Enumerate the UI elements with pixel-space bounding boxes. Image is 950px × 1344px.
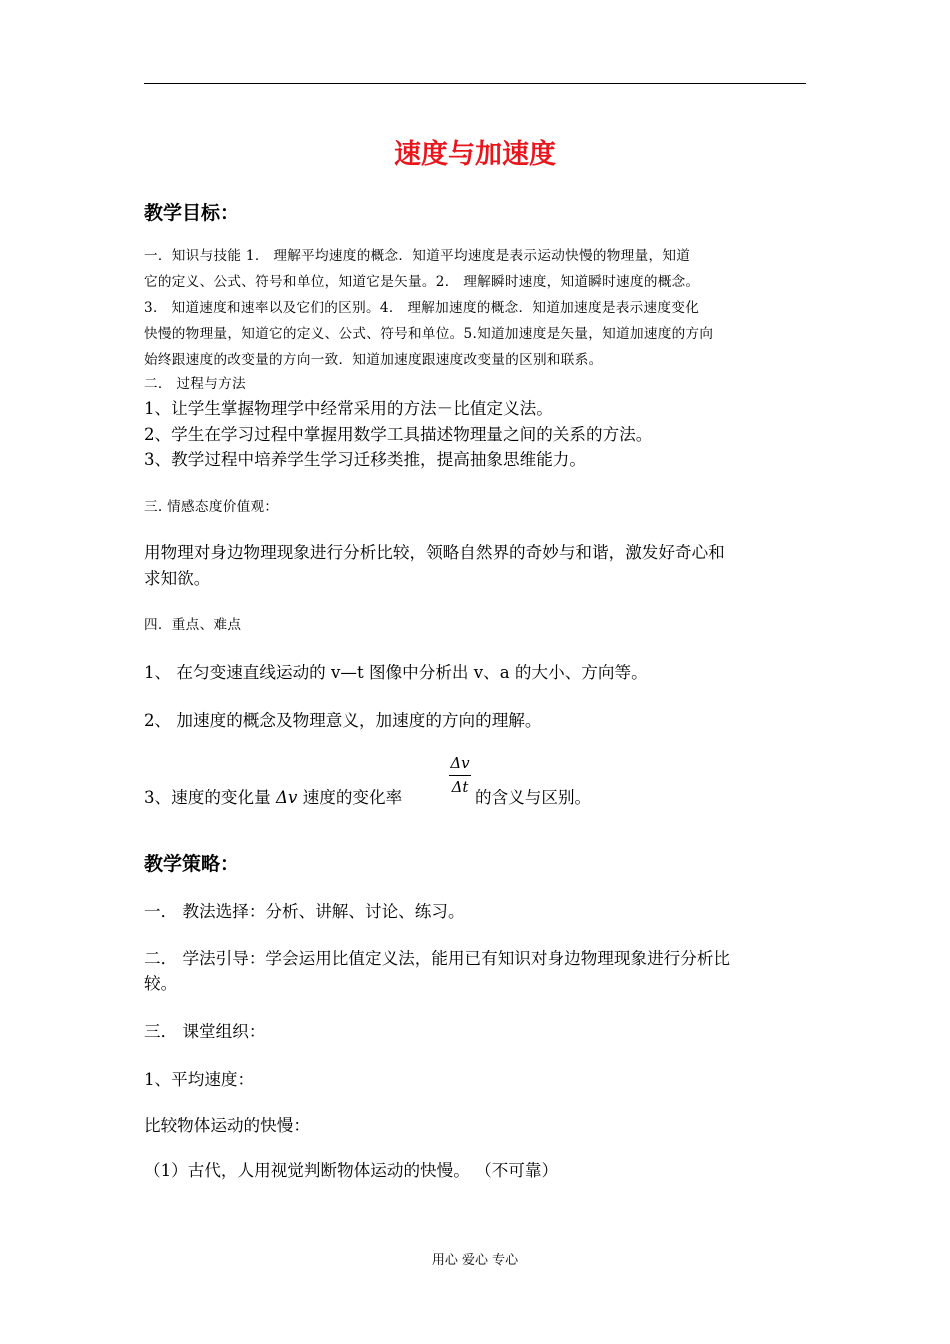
key-point-3-text-a: 3、速度的变化量 [144,788,271,807]
objective-line: 二． 过程与方法 [144,376,246,392]
emotion-heading: 三. 情感态度价值观： [144,499,279,515]
fraction-numerator: Δv [450,754,470,772]
key-point-3-text-b: 速度的变化率 [302,788,403,807]
ancient-method-text: （1）古代，人用视觉判断物体运动的快慢。 （不可靠） [144,1161,559,1180]
section-heading-strategy: 教学策略： [144,853,240,875]
strategy-1: 一． 教法选择：分析、讲解、讨论、练习。 [144,902,465,921]
average-speed-heading: 1、平均速度： [144,1070,255,1089]
header-rule [144,83,806,84]
key-point-3-text-c: 的含义与区别。 [475,788,592,807]
fraction-denominator: Δt [451,778,469,796]
delta-v-symbol: Δv [276,788,298,807]
strategy-3: 三． 课堂组织： [144,1022,266,1041]
objective-line: 快慢的物理量，知道它的定义、公式、符号和单位。5.知道加速度是矢量，知道加速度的方向 [144,326,714,342]
rate-fraction [449,754,471,796]
objective-line: 始终跟速度的改变量的方向一致．知道加速度跟速度改变量的区别和联系。 [144,352,603,368]
key-points-heading: 四．重点、难点 [144,617,242,633]
page-footer: 用心 爱心 专心 [431,1253,519,1268]
objective-line: 它的定义、公式、符号和单位，知道它是矢量。2． 理解瞬时速度，知道瞬时速度的概念。 [144,274,700,290]
page-title: 速度与加速度 [394,139,556,170]
fraction-bar [449,775,471,776]
strategy-2-line: 较。 [144,974,178,993]
emotion-line: 求知欲。 [144,569,211,588]
objective-line: 一．知识与技能 1． 理解平均速度的概念．知道平均速度是表示运动快慢的物理量，知道 [144,248,691,264]
section-heading-objectives: 教学目标： [144,202,240,224]
key-point-1: 1、 在匀变速直线运动的 v—t 图像中分析出 v、a 的大小、方向等。 [144,663,648,682]
method-line: 1、让学生掌握物理学中经常采用的方法－比值定义法。 [144,399,553,418]
key-point-3 [144,784,402,808]
method-line: 2、学生在学习过程中掌握用数学工具描述物理量之间的关系的方法。 [144,425,653,444]
key-point-2: 2、 加速度的概念及物理意义，加速度的方向的理解。 [144,711,542,730]
method-line: 3、教学过程中培养学生学习迁移类推，提高抽象思维能力。 [144,450,586,469]
emotion-line: 用物理对身边物理现象进行分析比较，领略自然界的奇妙与和谐，激发好奇心和 [144,543,725,562]
compare-speed-text: 比较物体运动的快慢： [144,1116,310,1135]
objective-line: 3． 知道速度和速率以及它们的区别。4． 理解加速度的概念．知道加速度是表示速度变化 [144,300,700,316]
strategy-2-line: 二． 学法引导：学会运用比值定义法，能用已有知识对身边物理现象进行分析比 [144,949,731,968]
